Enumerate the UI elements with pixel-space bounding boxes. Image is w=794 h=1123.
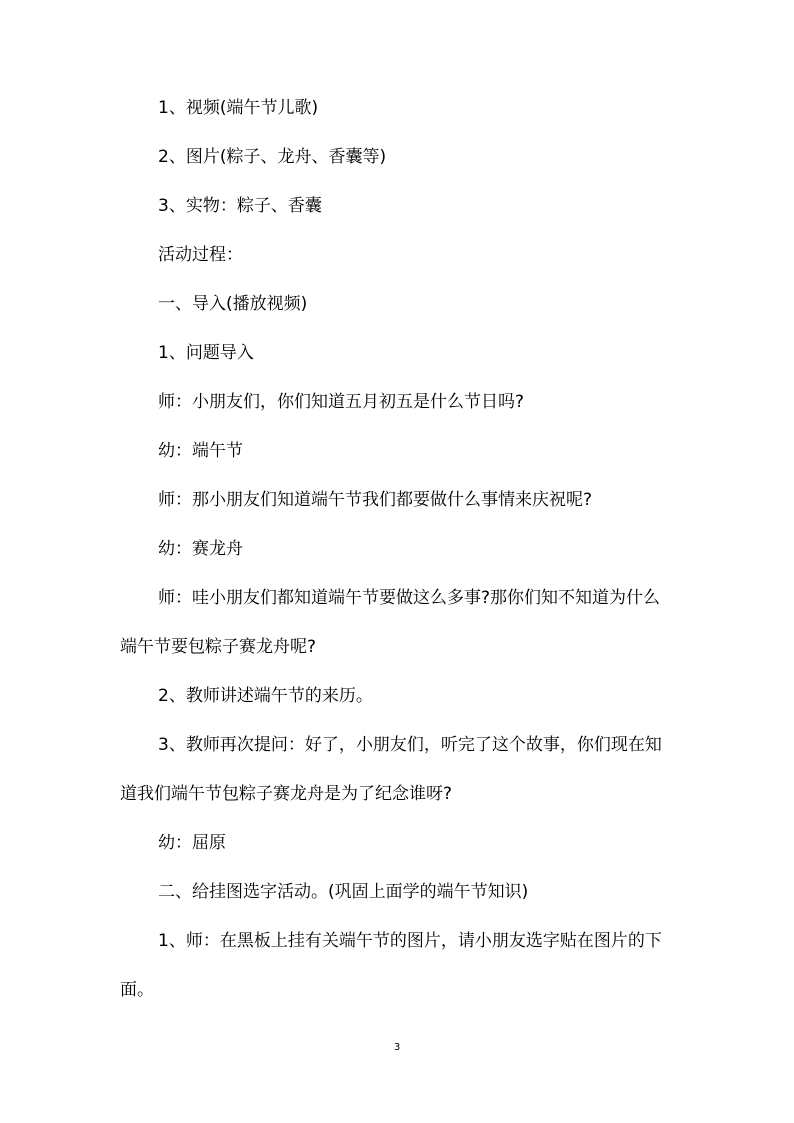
- paragraph-teacher-question-1: 师：小朋友们，你们知道五月初五是什么节日吗?: [158, 392, 525, 412]
- paragraph-materials-video: 1、视频(端午节儿歌): [158, 98, 319, 118]
- paragraph-child-answer-2: 幼：赛龙舟: [158, 539, 243, 559]
- paragraph-materials-objects: 3、实物：粽子、香囊: [158, 196, 322, 216]
- paragraph-teacher-question-2: 师：那小朋友们知道端午节我们都要做什么事情来庆祝呢?: [158, 490, 593, 510]
- paragraph-teacher-story: 2、教师讲述端午节的来历。: [158, 686, 373, 706]
- paragraph-question-intro: 1、问题导入: [158, 343, 254, 363]
- page-number: 3: [393, 1042, 401, 1053]
- paragraph-child-answer-3: 幼：屈原: [158, 833, 226, 853]
- paragraph-activity-process-heading: 活动过程：: [158, 245, 243, 265]
- paragraph-section-two-heading: 二、给挂图选字活动。(巩固上面学的端午节知识): [158, 882, 529, 902]
- paragraph-materials-pictures: 2、图片(粽子、龙舟、香囊等): [158, 147, 387, 167]
- paragraph-teacher-question-3: 师：哇小朋友们都知道端午节要做这么多事?那你们知不知道为什么端午节要包粽子赛龙舟呢?: [120, 588, 661, 657]
- paragraph-teacher-question-4: 3、教师再次提问：好了，小朋友们，听完了这个故事，你们现在知道我们端午节包粽子赛龙舟是为了纪念谁呀?: [120, 735, 662, 804]
- paragraph-teacher-instruction: 1、师：在黑板上挂有关端午节的图片，请小朋友选字贴在图片的下面。: [120, 931, 662, 1000]
- paragraph-section-intro-heading: 一、导入(播放视频): [158, 294, 308, 314]
- paragraph-child-answer-1: 幼：端午节: [158, 441, 243, 461]
